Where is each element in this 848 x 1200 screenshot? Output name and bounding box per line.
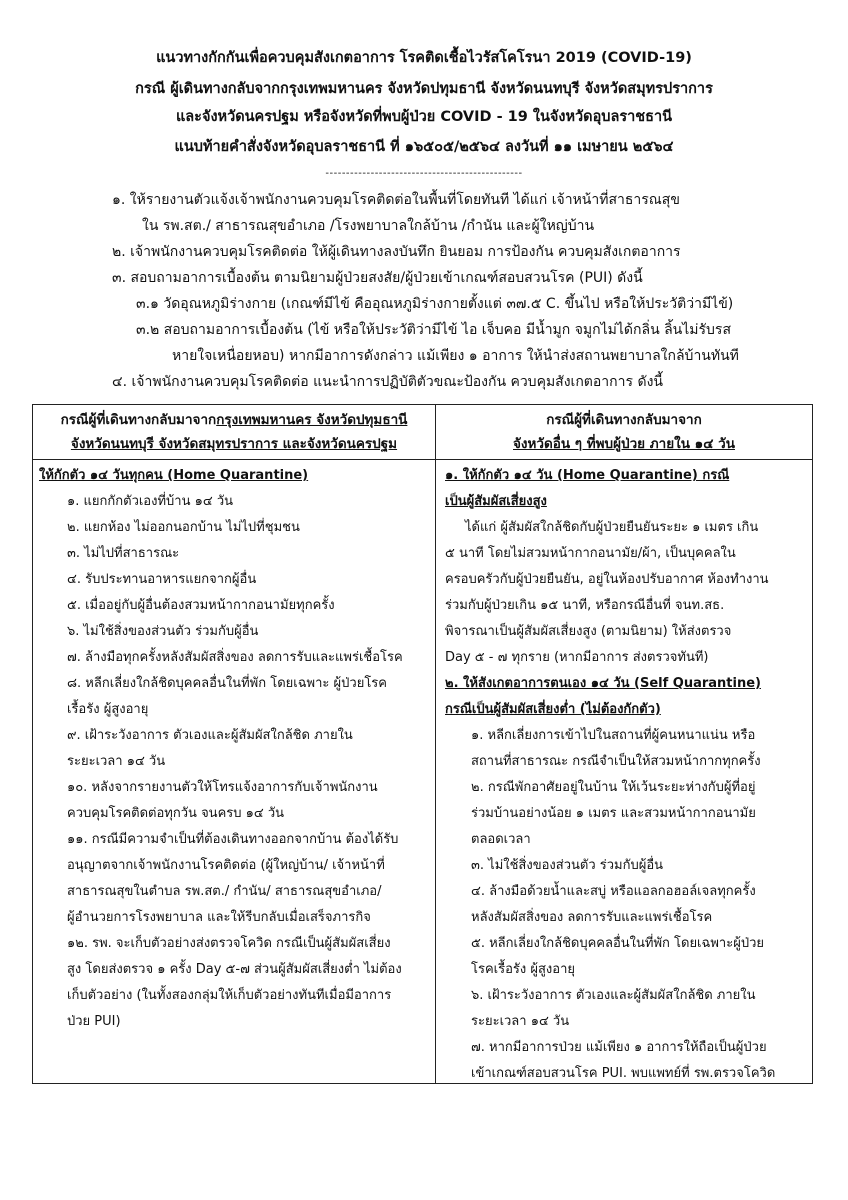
document-title-line-2: กรณี ผู้เดินทางกลับจากกรุงเทพมหานคร จังหวัดปทุมธานี จังหวัดนนทบุรี จังหวัดสมุทรปราการ (135, 81, 713, 97)
intro-line: ๑. ให้รายงานตัวแจ้งเจ้าพนักงานควบคุมโรคติดต่อในพื้นที่โดยทันที ได้แก่ เจ้าหน้าที่สาธารณสุข (112, 192, 680, 208)
document-title-line-4: แนบท้ายคำสั่งจังหวัดอุบลราชธานี ที่ ๑๖๕๐๕/๒๕๖๔ ลงวันที่ ๑๑ เมษายน ๒๕๖๔ (174, 139, 674, 155)
left-line: สาธารณสุขในตำบล รพ.สต./ กำนัน/ สาธารณสุขอำเภอ/ (67, 884, 382, 899)
right-line: พิจารณาเป็นผู้สัมผัสเสี่ยงสูง (ตามนิยาม) ให้ส่งตรวจ (445, 624, 732, 639)
left-line: ๑. แยกกักตัวเองที่บ้าน ๑๔ วัน (67, 494, 234, 509)
left-header-line-2: จังหวัดนนทบุรี จังหวัดสมุทรปราการ และจังหวัดนครปฐม (70, 436, 398, 452)
right-header-line-1: กรณีผู้ที่เดินทางกลับมาจาก (546, 412, 702, 428)
right-line: ๗. หากมีอาการป่วย แม้เพียง ๑ อาการให้ถือเป็นผู้ป่วย (471, 1040, 767, 1055)
intro-line: ใน รพ.สต./ สาธารณสุขอำเภอ /โรงพยาบาลใกล้บ้าน /กำนัน และผู้ใหญ่บ้าน (142, 218, 595, 234)
left-line: ๑๒. รพ. จะเก็บตัวอย่างส่งตรวจโควิด กรณีเป็นผู้สัมผัสเสี่ยง (67, 936, 391, 951)
quarantine-guidelines-table (32, 404, 813, 1084)
left-line: ควบคุมโรคติดต่อทุกวัน จนครบ ๑๔ วัน (67, 806, 285, 821)
left-line: ๑๑. กรณีมีความจำเป็นที่ต้องเดินทางออกจากบ้าน ต้องได้รับ (67, 832, 399, 847)
right-line: ๑. ให้กักตัว ๑๔ วัน (Home Quarantine) กรณี (445, 468, 730, 483)
right-line: ๕. หลีกเลี่ยงใกล้ชิดบุคคลอื่นในที่พัก โดยเฉพาะผู้ป่วย (471, 936, 764, 951)
intro-line: หายใจเหนื่อยหอบ) หากมีอาการดังกล่าว แม้เพียง ๑ อาการ ให้นำส่งสถานพยาบาลใกล้บ้านทันที (172, 348, 739, 364)
left-line: เรื้อรัง ผู้สูงอายุ (67, 702, 149, 717)
right-line: เป็นผู้สัมผัสเสี่ยงสูง (445, 494, 547, 509)
separator-line: ------------------------------------------------ (325, 168, 523, 179)
right-line: ๒. ให้สังเกตอาการตนเอง ๑๔ วัน (Self Quarantine) (445, 676, 761, 691)
left-line: ป่วย PUI) (67, 1014, 121, 1029)
left-line: ผู้อำนวยการโรงพยาบาล และให้รีบกลับเมื่อเสร็จภารกิจ (67, 910, 371, 925)
right-line: ๒. กรณีพักอาศัยอยู่ในบ้าน ให้เว้นระยะห่างกับผู้ที่อยู่ (471, 780, 756, 795)
right-line: สถานที่สาธารณะ กรณีจำเป็นให้สวมหน้ากากทุกครั้ง (471, 754, 761, 769)
left-line: สูง โดยส่งตรวจ ๑ ครั้ง Day ๕-๗ ส่วนผู้สัมผัสเสี่ยงต่ำ ไม่ต้อง (67, 962, 402, 977)
left-line: ๕. เมื่ออยู่กับผู้อื่นต้องสวมหน้ากากอนามัยทุกครั้ง (67, 598, 335, 613)
right-header-line-2: จังหวัดอื่น ๆ ที่พบผู้ป่วย ภายใน ๑๔ วัน (513, 436, 735, 452)
right-line: ร่วมบ้านอย่างน้อย ๑ เมตร และสวมหน้ากากอนามัย (471, 806, 756, 821)
left-line: ๘. หลีกเลี่ยงใกล้ชิดบุคคลอื่นในที่พัก โดยเฉพาะ ผู้ป่วยโรค (67, 676, 387, 691)
right-line: ได้แก่ ผู้สัมผัสใกล้ชิดกับผู้ป่วยยืนยันระยะ ๑ เมตร เกิน (465, 520, 759, 535)
left-line: ๙. เฝ้าระวังอาการ ตัวเองและผู้สัมผัสใกล้ชิด ภายใน (67, 728, 353, 743)
left-line: อนุญาตจากเจ้าพนักงานโรคติดต่อ (ผู้ใหญ่บ้าน/ เจ้าหน้าที่ (67, 858, 385, 873)
intro-line: ๓. สอบถามอาการเบื้องต้น ตามนิยามผู้ป่วยสงสัย/ผู้ป่วยเข้าเกณฑ์สอบสวนโรค (PUI) ดังนี้ (112, 270, 643, 286)
left-line: ๓. ไม่ไปที่สาธารณะ (67, 546, 180, 561)
right-line: ระยะเวลา ๑๔ วัน (471, 1014, 570, 1029)
right-line: ๔. ล้างมือด้วยน้ำและสบู่ หรือแอลกอฮอล์เจลทุกครั้ง (471, 884, 756, 899)
left-header-prefix: กรณีผู้ที่เดินทางกลับมาจาก (60, 412, 217, 428)
left-line: ๑๐. หลังจากรายงานตัวให้โทรแจ้งอาการกับเจ้าพนักงาน (67, 780, 378, 795)
right-line: Day ๕ - ๗ ทุกราย (หากมีอาการ ส่งตรวจทันที) (445, 650, 709, 665)
left-column-header (33, 408, 435, 456)
right-line: โรคเรื้อรัง ผู้สูงอายุ (471, 962, 575, 977)
intro-line: ๒. เจ้าพนักงานควบคุมโรคติดต่อ ให้ผู้เดินทางลงบันทึก ยินยอม การป้องกัน ควบคุมสังเกตอาการ (112, 244, 681, 260)
right-line: ตลอดเวลา (471, 832, 531, 847)
left-line: เก็บตัวอย่าง (ในทั้งสองกลุ่มให้เก็บตัวอย่างทันทีเมื่อมีอาการ (67, 988, 392, 1003)
right-line: หลังสัมผัสสิ่งของ ลดการรับและแพร่เชื้อโรค (471, 910, 713, 925)
document-title-line-3: และจังหวัดนครปฐม หรือจังหวัดที่พบผู้ป่วย COVID - 19 ในจังหวัดอุบลราชธานี (175, 109, 673, 125)
right-line: เข้าเกณฑ์สอบสวนโรค PUI. พบแพทย์ที่ รพ.ตรวจโควิด (471, 1066, 776, 1081)
intro-line: ๓.๑ วัดอุณหภูมิร่างกาย (เกณฑ์มีไข้ คืออุณหภูมิร่างกายตั้งแต่ ๓๗.๕ C. ขึ้นไป หรือให้ประวัติว่ามีไข้) (136, 296, 734, 312)
left-line: ๔. รับประทานอาหารแยกจากผู้อื่น (67, 572, 257, 587)
right-line: ร่วมกับผู้ป่วยเกิน ๑๕ นาที, หรือกรณีอื่นที่ จนท.สธ. (445, 598, 725, 613)
intro-line: ๔. เจ้าพนักงานควบคุมโรคติดต่อ แนะนำการปฏิบัติตัวขณะป้องกัน ควบคุมสังเกตอาการ ดังนี้ (112, 374, 663, 390)
left-line: ๗. ล้างมือทุกครั้งหลังสัมผัสสิ่งของ ลดการรับและแพร่เชื้อโรค (67, 650, 403, 665)
column-divider (435, 405, 436, 1083)
right-column-header (436, 408, 812, 456)
right-line: ๖. เฝ้าระวังอาการ ตัวเองและผู้สัมผัสใกล้ชิด ภายใน (471, 988, 756, 1003)
left-line: ระยะเวลา ๑๔ วัน (67, 754, 166, 769)
right-line: ๑. หลีกเลี่ยงการเข้าไปในสถานที่ผู้คนหนาแน่น หรือ (471, 728, 756, 743)
left-line: ๖. ไม่ใช้สิ่งของส่วนตัว ร่วมกับผู้อื่น (67, 624, 259, 639)
left-line: ๒. แยกห้อง ไม่ออกนอกบ้าน ไม่ไปที่ชุมชน (67, 520, 300, 535)
right-line: ครอบครัวกับผู้ป่วยยืนยัน, อยู่ในห้องปรับอากาศ ห้องทำงาน (445, 572, 769, 587)
right-line: ๓. ไม่ใช้สิ่งของส่วนตัว ร่วมกับผู้อื่น (471, 858, 664, 873)
right-line: ๕ นาที โดยไม่สวมหน้ากากอนามัย/ผ้า, เป็นบุคคลใน (445, 546, 736, 561)
left-line: ให้กักตัว ๑๔ วันทุกคน (Home Quarantine) (39, 468, 309, 483)
right-line: กรณีเป็นผู้สัมผัสเสี่ยงต่ำ (ไม่ต้องกักตัว) (445, 702, 661, 717)
intro-line: ๓.๒ สอบถามอาการเบื้องต้น (ไข้ หรือให้ประวัติว่ามีไข้ ไอ เจ็บคอ มีน้ำมูก จมูกไม่ได้กลิ่น ลิ้นไม่รับรส (136, 322, 731, 338)
document-title-line-1: แนวทางกักกันเพื่อควบคุมสังเกตอาการ โรคติดเชื้อไวรัสโคโรนา 2019 (COVID-19) (156, 50, 692, 66)
left-header-underlined: กรุงเทพมหานคร จังหวัดปทุมธานี (216, 412, 408, 428)
header-divider (33, 459, 812, 460)
